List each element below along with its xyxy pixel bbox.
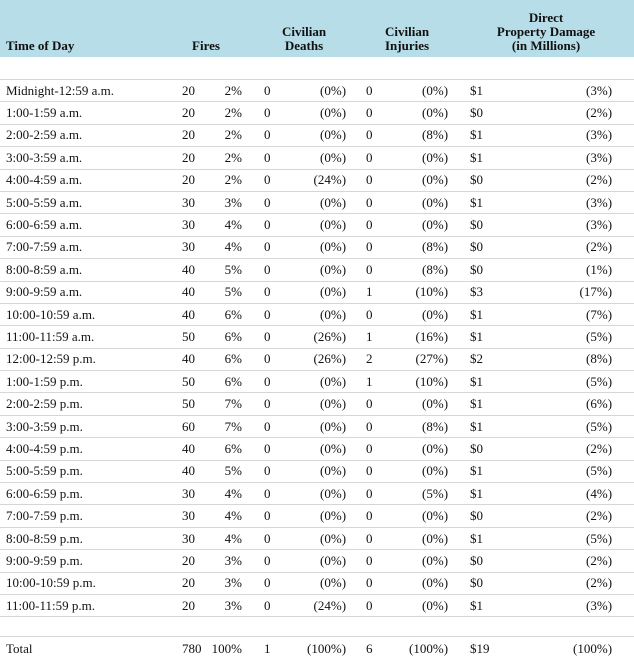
table-row [0, 326, 634, 348]
time-cell: 1:00-1:59 p.m. [0, 371, 160, 393]
damage-amount: $1 [458, 483, 534, 505]
table-row [0, 214, 634, 236]
table-row [0, 124, 634, 146]
fires-percent: 2% [210, 80, 252, 102]
table-row [0, 393, 634, 415]
time-cell: 6:00-6:59 a.m. [0, 214, 160, 236]
injuries-percent: (0%) [389, 169, 458, 191]
table-row [0, 259, 634, 281]
fires-percent: 4% [210, 483, 252, 505]
deaths-count: 1 [264, 641, 271, 657]
deaths-percent: (0%) [287, 460, 356, 482]
table-row [0, 550, 634, 572]
injuries-percent: (0%) [389, 527, 458, 549]
injuries-percent: (0%) [389, 460, 458, 482]
fires-percent: 6% [210, 348, 252, 370]
time-cell: 3:00-3:59 a.m. [0, 147, 160, 169]
fires-count: 30 [160, 214, 210, 236]
fires-percent: 2% [210, 169, 252, 191]
deaths-count: 0 [252, 371, 287, 393]
injuries-count: 0 [356, 191, 389, 213]
fires-percent: 4% [210, 527, 252, 549]
injuries-percent: (10%) [389, 281, 458, 303]
deaths-count: 0 [252, 147, 287, 169]
header-deaths-line1: Civilian [281, 24, 327, 39]
time-cell: 8:00-8:59 p.m. [0, 527, 160, 549]
table-row [0, 371, 634, 393]
time-cell: 8:00-8:59 a.m. [0, 259, 160, 281]
damage-amount: $1 [458, 326, 534, 348]
injuries-count: 0 [356, 527, 389, 549]
damage-amount: $1 [458, 80, 534, 102]
fires-count: 40 [160, 303, 210, 325]
deaths-percent: (0%) [287, 483, 356, 505]
damage-amount: $1 [458, 393, 534, 415]
injuries-percent: (0%) [389, 594, 458, 616]
damage-percent: (3%) [534, 594, 634, 616]
injuries-percent: (0%) [389, 80, 458, 102]
deaths-percent: (24%) [287, 169, 356, 191]
table-row [0, 281, 634, 303]
damage-percent: (2%) [534, 169, 634, 191]
deaths-count: 0 [252, 348, 287, 370]
deaths-count: 0 [252, 281, 287, 303]
deaths-percent: (0%) [287, 102, 356, 124]
time-cell: 12:00-12:59 p.m. [0, 348, 160, 370]
injuries-percent: (8%) [389, 415, 458, 437]
injuries-count: 0 [356, 102, 389, 124]
deaths-count: 0 [252, 169, 287, 191]
damage-percent: (3%) [534, 214, 634, 236]
deaths-count: 0 [252, 124, 287, 146]
injuries-percent: (0%) [389, 505, 458, 527]
time-cell: 6:00-6:59 p.m. [0, 483, 160, 505]
header-row [0, 0, 634, 57]
fires-count: 20 [160, 80, 210, 102]
time-cell: 2:00-2:59 a.m. [0, 124, 160, 146]
table-row [0, 483, 634, 505]
deaths-percent: (100%) [307, 641, 347, 657]
table-row [0, 505, 634, 527]
deaths-percent: (0%) [287, 147, 356, 169]
deaths-count: 0 [252, 415, 287, 437]
injuries-percent: (5%) [389, 483, 458, 505]
time-cell: 9:00-9:59 p.m. [0, 550, 160, 572]
table-row [0, 572, 634, 594]
fires-count: 30 [160, 191, 210, 213]
injuries-count: 2 [356, 348, 389, 370]
deaths-count: 0 [252, 303, 287, 325]
time-cell: 3:00-3:59 p.m. [0, 415, 160, 437]
time-cell: Midnight-12:59 a.m. [0, 80, 160, 102]
damage-amount: $0 [458, 236, 534, 258]
fires-count: 20 [160, 147, 210, 169]
deaths-count: 0 [252, 505, 287, 527]
time-cell: 7:00-7:59 p.m. [0, 505, 160, 527]
injuries-count: 0 [356, 124, 389, 146]
injuries-percent: (27%) [389, 348, 458, 370]
fires-count: 20 [160, 169, 210, 191]
fires-percent: 5% [210, 281, 252, 303]
damage-amount: $0 [458, 102, 534, 124]
damage-amount: $1 [458, 527, 534, 549]
table-row [0, 80, 634, 102]
table-body [0, 57, 634, 661]
deaths-percent: (0%) [287, 80, 356, 102]
fires-percent: 6% [210, 303, 252, 325]
table-row [0, 102, 634, 124]
table-row [0, 348, 634, 370]
table-row [0, 527, 634, 549]
injuries-count: 0 [356, 303, 389, 325]
deaths-count: 0 [252, 393, 287, 415]
fires-count: 30 [160, 236, 210, 258]
fires-percent: 4% [210, 214, 252, 236]
damage-percent: (2%) [534, 236, 634, 258]
time-cell: 11:00-11:59 p.m. [0, 594, 160, 616]
injuries-percent: (0%) [389, 303, 458, 325]
deaths-count: 0 [252, 191, 287, 213]
injuries-percent: (10%) [389, 371, 458, 393]
injuries-count: 0 [356, 505, 389, 527]
injuries-count: 1 [356, 326, 389, 348]
table-row [0, 415, 634, 437]
damage-percent: (7%) [534, 303, 634, 325]
time-cell: 10:00-10:59 p.m. [0, 572, 160, 594]
deaths-percent: (0%) [287, 236, 356, 258]
damage-amount: $0 [458, 505, 534, 527]
deaths-percent: (0%) [287, 438, 356, 460]
injuries-percent: (0%) [389, 550, 458, 572]
damage-percent: (1%) [534, 259, 634, 281]
deaths-count: 0 [252, 102, 287, 124]
deaths-count: 0 [252, 483, 287, 505]
fires-percent: 6% [210, 371, 252, 393]
injuries-percent: (0%) [389, 438, 458, 460]
fires-count: 30 [160, 527, 210, 549]
time-cell: 7:00-7:59 a.m. [0, 236, 160, 258]
injuries-count: 0 [356, 550, 389, 572]
fires-count: 40 [160, 460, 210, 482]
table-row [0, 438, 634, 460]
time-cell: 10:00-10:59 a.m. [0, 303, 160, 325]
damage-amount: $1 [458, 415, 534, 437]
time-cell: 1:00-1:59 a.m. [0, 102, 160, 124]
fires-percent: 4% [210, 236, 252, 258]
deaths-percent: (0%) [287, 281, 356, 303]
fires-count: 780 [182, 641, 202, 657]
deaths-count: 0 [252, 572, 287, 594]
damage-amount: $1 [458, 124, 534, 146]
damage-amount: $0 [458, 550, 534, 572]
injuries-percent: (100%) [409, 641, 449, 657]
deaths-percent: (0%) [287, 415, 356, 437]
damage-percent: (6%) [534, 393, 634, 415]
damage-percent: (17%) [534, 281, 634, 303]
fires-count: 20 [160, 102, 210, 124]
spacer-row [0, 57, 634, 80]
deaths-count: 0 [252, 236, 287, 258]
fires-percent: 5% [210, 259, 252, 281]
fires-percent: 5% [210, 460, 252, 482]
damage-amount: $0 [458, 259, 534, 281]
damage-amount: $1 [458, 460, 534, 482]
fires-count: 40 [160, 259, 210, 281]
damage-percent: (3%) [534, 124, 634, 146]
table-row [0, 594, 634, 616]
deaths-percent: (26%) [287, 326, 356, 348]
injuries-percent: (0%) [389, 147, 458, 169]
fires-percent: 100% [211, 641, 243, 657]
fires-percent: 3% [210, 191, 252, 213]
injuries-count: 0 [356, 259, 389, 281]
fires-count: 20 [160, 124, 210, 146]
deaths-count: 0 [252, 594, 287, 616]
fires-percent: 2% [210, 124, 252, 146]
deaths-count: 0 [252, 214, 287, 236]
injuries-count: 1 [356, 371, 389, 393]
damage-percent: (5%) [534, 460, 634, 482]
table-row [0, 169, 634, 191]
deaths-percent: (26%) [287, 348, 356, 370]
injuries-count: 0 [356, 594, 389, 616]
time-cell: Total [6, 641, 33, 657]
damage-amount: $0 [458, 214, 534, 236]
deaths-percent: (0%) [287, 124, 356, 146]
table-row [0, 236, 634, 258]
injuries-count: 0 [356, 147, 389, 169]
deaths-percent: (0%) [287, 572, 356, 594]
damage-percent: (3%) [534, 191, 634, 213]
damage-percent: (2%) [534, 438, 634, 460]
header-injuries-line1: Civilian [385, 24, 430, 39]
time-cell: 5:00-5:59 p.m. [0, 460, 160, 482]
deaths-percent: (0%) [287, 214, 356, 236]
fires-count: 20 [160, 594, 210, 616]
injuries-count: 1 [356, 281, 389, 303]
fires-percent: 3% [210, 550, 252, 572]
fires-count: 30 [160, 505, 210, 527]
deaths-percent: (0%) [287, 393, 356, 415]
spacer-row [0, 617, 634, 637]
damage-percent: (5%) [534, 415, 634, 437]
damage-percent: (2%) [534, 505, 634, 527]
injuries-count: 0 [356, 415, 389, 437]
deaths-percent: (24%) [287, 594, 356, 616]
table-row [0, 191, 634, 213]
fires-count: 60 [160, 415, 210, 437]
table-row [0, 303, 634, 325]
injuries-count: 0 [356, 236, 389, 258]
deaths-percent: (0%) [287, 505, 356, 527]
damage-amount: $0 [458, 438, 534, 460]
header-damage-line3: (in Millions) [511, 38, 581, 53]
injuries-percent: (0%) [389, 572, 458, 594]
damage-amount: $1 [458, 147, 534, 169]
fires-count: 30 [160, 483, 210, 505]
damage-amount: $1 [458, 303, 534, 325]
deaths-count: 0 [252, 326, 287, 348]
injuries-count: 6 [366, 641, 373, 657]
injuries-count: 0 [356, 214, 389, 236]
fires-count: 50 [160, 371, 210, 393]
fires-count: 40 [160, 348, 210, 370]
deaths-count: 0 [252, 80, 287, 102]
fires-count: 40 [160, 438, 210, 460]
damage-amount: $0 [458, 572, 534, 594]
fires-percent: 6% [210, 326, 252, 348]
fires-count: 20 [160, 550, 210, 572]
damage-amount: $1 [458, 191, 534, 213]
injuries-count: 0 [356, 572, 389, 594]
fires-count: 20 [160, 572, 210, 594]
fires-percent: 2% [210, 102, 252, 124]
damage-percent: (8%) [534, 348, 634, 370]
injuries-count: 0 [356, 80, 389, 102]
damage-amount: $1 [458, 594, 534, 616]
table-row [0, 460, 634, 482]
damage-percent: (5%) [534, 527, 634, 549]
time-cell: 4:00-4:59 p.m. [0, 438, 160, 460]
time-cell: 5:00-5:59 a.m. [0, 191, 160, 213]
damage-percent: (4%) [534, 483, 634, 505]
injuries-percent: (0%) [389, 191, 458, 213]
header-damage-line2: Property Damage [496, 24, 596, 39]
fires-count: 40 [160, 281, 210, 303]
injuries-percent: (0%) [389, 214, 458, 236]
header-damage-line1: Direct [528, 10, 564, 25]
damage-amount: $1 [458, 371, 534, 393]
deaths-count: 0 [252, 550, 287, 572]
damage-percent: (100%) [573, 641, 613, 657]
injuries-percent: (16%) [389, 326, 458, 348]
header-fires: Fires [160, 0, 252, 57]
injuries-percent: (0%) [389, 102, 458, 124]
time-cell: 4:00-4:59 a.m. [0, 169, 160, 191]
fires-percent: 3% [210, 572, 252, 594]
injuries-count: 0 [356, 483, 389, 505]
fires-count: 50 [160, 326, 210, 348]
damage-amount: $0 [458, 169, 534, 191]
injuries-percent: (8%) [389, 259, 458, 281]
deaths-percent: (0%) [287, 550, 356, 572]
deaths-count: 0 [252, 527, 287, 549]
damage-amount: $19 [470, 641, 490, 657]
damage-amount: $2 [458, 348, 534, 370]
injuries-percent: (0%) [389, 393, 458, 415]
deaths-percent: (0%) [287, 303, 356, 325]
injuries-count: 0 [356, 438, 389, 460]
header-deaths-line2: Deaths [284, 38, 324, 53]
header-time-of-day: Time of Day [0, 0, 160, 57]
damage-percent: (5%) [534, 371, 634, 393]
damage-percent: (2%) [534, 550, 634, 572]
table-row [0, 147, 634, 169]
deaths-percent: (0%) [287, 259, 356, 281]
fires-percent: 7% [210, 415, 252, 437]
deaths-count: 0 [252, 259, 287, 281]
deaths-count: 0 [252, 438, 287, 460]
fires-percent: 4% [210, 505, 252, 527]
fires-percent: 3% [210, 594, 252, 616]
header-civilian-injuries [356, 0, 458, 57]
deaths-percent: (0%) [287, 191, 356, 213]
damage-percent: (3%) [534, 147, 634, 169]
fires-count: 50 [160, 393, 210, 415]
damage-amount: $3 [458, 281, 534, 303]
deaths-percent: (0%) [287, 371, 356, 393]
damage-percent: (2%) [534, 572, 634, 594]
header-civilian-deaths [252, 0, 356, 57]
damage-percent: (5%) [534, 326, 634, 348]
header-property-damage [458, 0, 634, 57]
deaths-percent: (0%) [287, 527, 356, 549]
injuries-count: 0 [356, 393, 389, 415]
time-cell: 11:00-11:59 a.m. [0, 326, 160, 348]
time-cell: 9:00-9:59 a.m. [0, 281, 160, 303]
fires-percent: 7% [210, 393, 252, 415]
injuries-percent: (8%) [389, 124, 458, 146]
deaths-count: 0 [252, 460, 287, 482]
injuries-count: 0 [356, 460, 389, 482]
injuries-percent: (8%) [389, 236, 458, 258]
damage-percent: (2%) [534, 102, 634, 124]
injuries-count: 0 [356, 169, 389, 191]
damage-percent: (3%) [534, 80, 634, 102]
total-row [0, 637, 634, 661]
time-cell: 2:00-2:59 p.m. [0, 393, 160, 415]
fires-percent: 2% [210, 147, 252, 169]
header-injuries-line2: Injuries [385, 38, 430, 53]
fires-percent: 6% [210, 438, 252, 460]
